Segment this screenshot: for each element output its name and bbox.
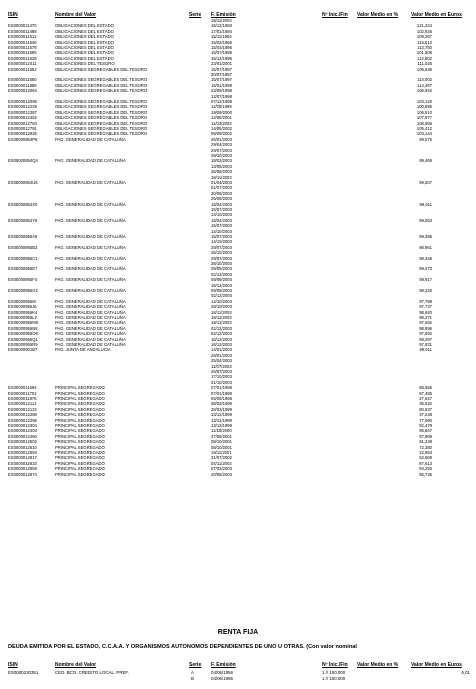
row-date: 15/07/1997 <box>211 66 232 72</box>
row-name: PRINCIPAL SEGREGADO <box>55 401 105 407</box>
row-date: 15/04/2003 <box>211 217 232 223</box>
row-date: 25/09/2003 <box>211 196 232 202</box>
row-isin: ES05000955B3 <box>8 244 38 250</box>
row-value: 35,532 <box>419 401 432 407</box>
row-isin: ES0000012288 <box>8 412 37 418</box>
row-value: 99,611 <box>419 201 432 207</box>
row-date: 07/12/1998 <box>211 99 232 104</box>
row-name: PAG. GENERALIDAD DE CATALUÑA <box>55 325 126 331</box>
row-date: 13/05/2003 <box>211 163 232 169</box>
row-name: PRINCIPAL SEGREGADO <box>55 433 105 439</box>
row-date: 15/07/2003 <box>211 207 232 212</box>
row-isin: ES05000954P6 <box>8 136 38 142</box>
row-date: 09/09/2002 <box>211 131 232 137</box>
row-value: 95,847 <box>419 428 432 434</box>
row-name: OBLIGACIONES DEL ESTADO <box>55 50 114 56</box>
table-row <box>0 472 476 477</box>
row-nominal: 1 // 100.000 <box>322 676 346 681</box>
row-date: 30/09/2003 <box>211 190 232 196</box>
table-header-2 <box>0 662 476 670</box>
row-name: PAG. GENERALIDAD DE CATALUÑA <box>55 298 126 304</box>
row-name: PAG. GENERALIDAD DE CATALUÑA <box>55 288 126 293</box>
row-name: PAG. GENERALIDAD DE CATALUÑA <box>55 255 126 261</box>
row-value: 101,508 <box>416 50 432 56</box>
row-date: 17/01/1994 <box>211 28 232 34</box>
row-value: 97,737 <box>419 304 432 310</box>
row-name: PRINCIPAL SEGREGADO <box>55 460 105 466</box>
row-isin: ES05000955K4 <box>8 309 38 315</box>
row-name: PAG. JUNTA DE ANDALUCIA <box>55 347 111 353</box>
row-date: 13/12/1999 <box>211 412 232 418</box>
row-date: 04/06/1956 <box>211 670 233 675</box>
row-name: PAG. GENERALIDAD DE CATALUÑA <box>55 336 126 342</box>
row-date: 08/03/1999 <box>211 401 232 407</box>
row-name: PAG. GENERALIDAD DE CATALUÑA <box>55 309 126 315</box>
row-isin: ES05000955L2 <box>8 315 37 320</box>
row-date: 27/06/2001 <box>211 433 232 439</box>
row-name: OBLIGACIONES DEL ESTADO <box>55 39 114 45</box>
row-date: 01/04/2003 <box>211 180 232 185</box>
row-date: 14/10/2003 <box>211 298 232 304</box>
row-serie: A <box>191 670 194 675</box>
row-value: 37,238 <box>419 412 432 418</box>
row-isin: ES0000012874 <box>8 471 37 477</box>
row-date: 14/10/2003 <box>211 239 232 245</box>
row-date: 15/07/1997 <box>211 77 232 83</box>
row-name: PAG. GENERALIDAD DE CATALUÑA <box>55 136 126 142</box>
row-value: 94,293 <box>419 466 432 472</box>
row-isin: ES05000954Q4 <box>8 158 38 164</box>
row-isin: ES05000954Y8 <box>8 217 38 223</box>
row-date: 15/07/2003 <box>211 223 232 229</box>
row-value: 106,510 <box>416 109 432 115</box>
row-name: PAG. GENERALIDAD DE CATALUÑA <box>55 217 126 223</box>
row-value: 102,926 <box>416 28 432 34</box>
row-isin: ES0000012403 <box>8 428 37 434</box>
row-name: PAG. GENERALIDAD DE CATALUÑA <box>55 180 126 185</box>
row-isin: ES05000955G2 <box>8 288 38 293</box>
row-name: PAG. GENERALIDAD DE CATALUÑA <box>55 304 126 310</box>
row-isin: ES05000955J6 <box>8 304 37 310</box>
header2-valor-eur: Valor Medio en Euros <box>411 662 462 668</box>
row-isin: ES0000012833 <box>8 460 37 466</box>
row-name: PAG. GENERALIDAD DE CATALUÑA <box>55 277 126 283</box>
row-name: PRINCIPAL SEGREGADO <box>55 412 105 418</box>
row-date: 14/01/2003 <box>211 347 232 353</box>
row-date: 11/03/2002 <box>211 120 232 126</box>
row-value: 99,575 <box>419 136 432 142</box>
row-value: 52,668 <box>419 455 432 461</box>
row-name: OBLIGACIONES SEGREGABLES DEL TESORO <box>55 120 148 126</box>
row-date: 18/11/2003 <box>211 320 232 326</box>
row-name: OBLIGACIONES DEL ESTADO <box>55 23 114 29</box>
row-date: 16/12/1996 <box>211 55 232 61</box>
row-name: PRINCIPAL SEGREGADO <box>55 428 105 434</box>
row-name: OBLIGACIONES SEGREGABLES DEL TESORO <box>55 109 148 115</box>
row-date: 28/01/2003 <box>211 352 232 358</box>
header-fecha: F. Emisión <box>211 12 236 18</box>
row-value: 103,120 <box>416 99 432 104</box>
row-isin: ES0000012411 <box>8 61 37 67</box>
row-name: OBLIGACIONES SEGREGABLES DEL TESORO <box>55 99 148 104</box>
row-isin: ES0000012064 <box>8 88 37 94</box>
row-date: 16/12/2003 <box>211 282 232 288</box>
row-isin: ES05000955O6 <box>8 331 38 337</box>
row-date: 18/11/2003 <box>211 18 232 23</box>
row-name: PRINCIPAL SEGREGADO <box>55 450 105 455</box>
header-nominal: Nº Inic./Fin <box>322 12 348 18</box>
row-name: OBLIGACIONES SEGREGABLES DEL TESORO <box>55 88 148 94</box>
row-date: 23/01/2001 <box>211 61 232 67</box>
row-isin: ES0000012122 <box>8 406 37 412</box>
row-name: OBLIGACIONES SEGREGABLES DEL TESORO <box>55 131 148 137</box>
row-isin: ES0000011595 <box>8 50 37 56</box>
row-value: 98,961 <box>419 244 432 250</box>
row-value: 97,969 <box>419 433 432 439</box>
row-value: 103,144 <box>416 131 432 137</box>
row-value: 97,631 <box>419 342 432 347</box>
row-date: 15/04/2003 <box>211 201 232 207</box>
row-name: OBLIGACIONES SEGREGABLES DEL TESORO <box>55 126 148 131</box>
header-valor-eur: Valor Medio en Euros <box>411 12 462 18</box>
row-isin: ES05000955C1 <box>8 255 38 261</box>
row-date: 12/06/2001 <box>211 115 232 121</box>
row-name: OBLIGACIONES DEL ESTADO <box>55 55 114 61</box>
row-value: 97,592 <box>419 320 432 326</box>
row-date: 23/09/1998 <box>211 88 232 94</box>
row-name: PAG. GENERALIDAD DE CATALUÑA <box>55 331 126 337</box>
row-value: 98,896 <box>419 325 432 331</box>
row-isin: ES0000011512 <box>8 34 37 40</box>
header-serie: Serie <box>189 12 202 18</box>
row-date: 16/12/2003 <box>211 342 232 347</box>
row-value: 77,990 <box>419 417 432 423</box>
row-name: OBLIGACIONES DEL ESTADO <box>55 34 114 40</box>
row-value: 121,224 <box>416 23 432 29</box>
row-value: 109,636 <box>416 66 432 72</box>
row-date: 15/01/1998 <box>211 82 232 88</box>
header2-isin: ISIN <box>8 662 18 668</box>
row-date: 29/07/2003 <box>211 244 232 250</box>
row-value: 87,513 <box>419 460 432 466</box>
row-name: OBLIGACIONES SEGREGABLES DEL TESORO <box>55 82 148 88</box>
row-date: 16/12/2003 <box>211 336 232 342</box>
row-name: PRINCIPAL SEGREGADO <box>55 423 105 428</box>
row-date: 13/12/1999 <box>211 417 232 423</box>
row-isin: ES0000012387 <box>8 109 37 115</box>
row-value: 27,647 <box>419 396 432 401</box>
row-name: OBLIGACIONES SEGREGABLES DEL TESORO <box>55 115 148 121</box>
row-value: 114,467 <box>417 82 432 88</box>
row-name: OBLIGACIONES SEGREGABLES DEL TESORO <box>55 66 148 72</box>
row-date: 15/12/1993 <box>211 23 232 29</box>
row-date: 25/04/2003 <box>211 358 232 364</box>
row-value: 107,977 <box>416 115 432 121</box>
row-isin: ES05000954U6 <box>8 180 38 185</box>
row-date: 19/11/2001 <box>211 450 232 455</box>
row-isin: ES05000954X0 <box>8 201 38 207</box>
row-isin: ES0000012239 <box>8 104 37 110</box>
row-name: PAG. GENERALIDAD DE CATALUÑA <box>55 320 126 326</box>
row-date: 08/10/2001 <box>211 439 232 445</box>
row-date: 05/05/1998 <box>211 396 232 401</box>
row-name: PRINCIPAL SEGREGADO <box>55 390 105 396</box>
row-value: 100,895 <box>416 104 432 110</box>
row-serie: B <box>191 676 194 681</box>
row-name: PAG. GENERALIDAD DE CATALUÑA <box>55 315 126 320</box>
row-isin: ES05000955N8 <box>8 325 38 331</box>
row-value: 82,479 <box>419 423 432 428</box>
row-isin: ES0000012593 <box>8 450 37 455</box>
row-isin: ES0000012114 <box>8 401 37 407</box>
row-date: 11/05/1999 <box>211 104 232 110</box>
row-name: OBLIGACIONES SEGREGABLES DEL TESORO <box>55 104 148 110</box>
row-value: 97,799 <box>419 298 432 304</box>
row-value: 98,220 <box>419 288 432 293</box>
row-date: 26/08/2003 <box>211 169 232 175</box>
header2-name: Nombre del Valor <box>55 662 97 668</box>
row-date: 26/01/2003 <box>211 136 232 142</box>
row-name: PRINCIPAL SEGREGADO <box>55 406 105 412</box>
row-value: 98,348 <box>419 255 432 261</box>
row-value: 108,856 <box>416 120 432 126</box>
row-date: 09/09/2003 <box>211 277 232 283</box>
row-isin: ES0000012452 <box>8 115 37 121</box>
row-value: 99,473 <box>419 266 432 272</box>
table-row <box>0 676 476 682</box>
row-isin: ES0000011652 <box>8 66 37 72</box>
row-date: 14/05/2002 <box>211 126 232 131</box>
row-date: 02/12/2003 <box>211 271 232 277</box>
row-date: 09/09/2003 <box>211 288 232 293</box>
row-value: 109,267 <box>416 34 432 40</box>
row-value: 72,380 <box>419 444 432 450</box>
row-value: 111,025 <box>417 61 432 67</box>
row-date: 07/03/2003 <box>211 466 232 472</box>
row-value: 97,592 <box>419 331 432 337</box>
row-isin: ES0000230351 <box>8 670 39 675</box>
header-isin: ISIN <box>8 12 18 18</box>
row-isin: ES05000901B7 <box>8 347 38 353</box>
row-date: 11/10/2000 <box>211 428 232 434</box>
row-name: OBLIGACIONES DEL ESTADO <box>55 45 114 50</box>
row-isin: ES0000012825 <box>8 131 37 137</box>
row-isin: ES0000011660 <box>8 77 37 83</box>
row-date: 15/03/1996 <box>211 45 232 50</box>
row-value: 65,735 <box>419 471 432 477</box>
row-date: 18/11/2003 <box>211 315 232 320</box>
row-name: PRINCIPAL SEGREGADO <box>55 455 105 461</box>
row-value: 99,917 <box>419 277 432 283</box>
row-name: PAG. GENERALIDAD DE CATALUÑA <box>55 158 126 164</box>
row-isin: ES0000012296 <box>8 417 37 423</box>
row-value: 98,940 <box>419 309 432 315</box>
row-isin: ES05000955I8 <box>8 298 36 304</box>
row-isin: ES05000955R9 <box>8 342 38 347</box>
row-value: 99,396 <box>419 234 432 239</box>
row-value: 113,750 <box>417 45 432 50</box>
section-title: RENTA FIJA <box>217 629 259 636</box>
row-date: 04/06/1956 <box>211 676 233 681</box>
row-value: 99,611 <box>419 347 432 353</box>
row-name: PRINCIPAL SEGREGADO <box>55 439 105 445</box>
header-name: Nombre del Valor <box>55 12 97 18</box>
row-isin: ES0000012791 <box>8 126 37 131</box>
row-date: 14/10/2003 <box>211 212 232 218</box>
row-isin: ES0000011876 <box>8 396 37 401</box>
row-date: 12/07/1998 <box>211 93 232 99</box>
row-date: 18/11/2003 <box>211 309 232 315</box>
row-date: 01/07/2003 <box>211 185 232 191</box>
row-isin: ES0000011546 <box>8 39 37 45</box>
row-isin: ES0000011702 <box>8 390 37 396</box>
row-date: 15/11/1994 <box>211 34 232 40</box>
row-name: PRINCIPAL SEGREGADO <box>55 466 105 472</box>
row-date: 17/10/2003 <box>211 374 232 380</box>
row-value: 99,469 <box>419 158 432 164</box>
row-date: 15/03/1995 <box>211 39 232 45</box>
header2-fecha: F. Emisión <box>211 662 236 668</box>
row-date: 07/01/1998 <box>211 385 232 391</box>
row-date: 29/07/2003 <box>211 147 232 153</box>
row-date: 31/07/2002 <box>211 455 232 461</box>
row-date: 07/01/1998 <box>211 390 232 396</box>
header-valor-pct: Valor Medio en % <box>357 12 399 18</box>
row-date: 28/10/2003 <box>211 153 232 158</box>
row-isin: ES05000955Q1 <box>8 336 38 342</box>
row-isin: ES0000011488 <box>8 28 37 34</box>
row-date: 28/10/2003 <box>211 304 232 310</box>
row-date: 15/07/2003 <box>211 234 232 239</box>
row-date: 30/07/1997 <box>211 72 232 77</box>
section-subtitle: DEUDA EMITIDA POR EL ESTADO, C.C.A.A. Y ORGANISMOS AUTÓNOMOS DEPENDIENTES DE UNO U OTRAS. (Con valor nominal <box>8 644 357 650</box>
row-value: 114,002 <box>417 77 432 83</box>
row-date: 29/04/2003 <box>211 142 232 148</box>
row-value: 99,307 <box>419 180 432 185</box>
row-isin: ES05000955A5 <box>8 234 38 239</box>
row-value: 106,942 <box>416 88 432 94</box>
row-isin: ES0000012510 <box>8 444 37 450</box>
row-date: 15/07/1996 <box>211 50 232 56</box>
row-date: 02/12/2003 <box>211 325 232 331</box>
row-isin: ES05000955E7 <box>8 266 38 272</box>
row-isin: ES05000955M0 <box>8 320 39 326</box>
row-value: 22,953 <box>419 450 432 455</box>
row-date: 20/08/2003 <box>211 471 232 477</box>
row-name: PRINCIPAL SEGREGADO <box>55 396 105 401</box>
row-isin: ES0000012502 <box>8 439 37 445</box>
row-date: 28/03/1999 <box>211 406 232 412</box>
row-date: 02/12/2003 <box>211 293 232 299</box>
row-isin: ES0000012783 <box>8 120 37 126</box>
row-date: 28/10/2003 <box>211 250 232 256</box>
row-name: OBLIGACIONES DEL TESORO <box>55 61 115 67</box>
row-value: 105,412 <box>416 126 432 131</box>
row-isin: ES0000012098 <box>8 99 37 104</box>
row-nominal: 1 // 100.000 <box>322 670 346 675</box>
row-name: PAG. GENERALIDAD DE CATALUÑA <box>55 266 126 272</box>
row-name: CED. BCO. CREDITO LOCAL. PREF. <box>55 670 129 675</box>
row-value: 98,297 <box>419 336 432 342</box>
row-value: 91,238 <box>419 439 432 445</box>
row-date: 28/10/2003 <box>211 261 232 266</box>
row-value: 98,271 <box>419 315 432 320</box>
row-isin: ES0000011694 <box>8 385 37 391</box>
row-name: OBLIGACIONES SEGREGABLES DEL TESORO <box>55 77 148 83</box>
row-date: 19/09/2000 <box>211 109 232 115</box>
row-value-eur: 6,01 <box>461 670 470 675</box>
row-isin: ES0000011868 <box>8 82 37 88</box>
row-name: PRINCIPAL SEGREGADO <box>55 444 105 450</box>
row-isin: ES0000012817 <box>8 455 37 461</box>
row-isin: ES0000011579 <box>8 45 37 50</box>
row-name: PAG. GENERALIDAD DE CATALUÑA <box>55 201 126 207</box>
row-name: PAG. GENERALIDAD DE CATALUÑA <box>55 234 126 239</box>
row-isin: ES0000011470 <box>8 23 37 29</box>
row-value: 87,485 <box>419 390 432 396</box>
header2-serie: Serie <box>189 662 202 668</box>
row-value: 115,512 <box>417 39 432 45</box>
row-value: 80,537 <box>419 406 432 412</box>
row-value: 112,802 <box>417 55 432 61</box>
row-name: PAG. GENERALIDAD DE CATALUÑA <box>55 244 126 250</box>
header2-valor-pct: Valor Medio en % <box>357 662 399 668</box>
row-date: 29/07/2003 <box>211 255 232 261</box>
row-date: 09/09/2003 <box>211 266 232 272</box>
row-date: 02/12/2003 <box>211 331 232 337</box>
row-date: 04/11/2002 <box>211 460 232 466</box>
row-name: PRINCIPAL SEGREGADO <box>55 417 105 423</box>
row-isin: ES0000012858 <box>8 466 37 472</box>
header2-nominal: Nº Inic./Fin <box>322 662 348 668</box>
row-date: 13/12/1999 <box>211 423 232 428</box>
row-date: 31/10/2003 <box>211 379 232 385</box>
row-name: PRINCIPAL SEGREGADO <box>55 471 105 477</box>
row-date: 08/10/2001 <box>211 444 232 450</box>
row-value: 99,053 <box>419 217 432 223</box>
row-name: OBLIGACIONES DEL ESTADO <box>55 28 114 34</box>
row-date: 14/10/2003 <box>211 228 232 234</box>
row-isin: ES0000012460 <box>8 433 37 439</box>
row-isin: ES05000955F4 <box>8 277 38 283</box>
row-value: 86,655 <box>419 385 432 391</box>
row-name: PAG. GENERALIDAD DE CATALUÑA <box>55 342 126 347</box>
row-date: 18/02/2003 <box>211 158 232 164</box>
row-date: 18/11/2003 <box>211 174 232 180</box>
row-date: 25/07/2003 <box>211 369 232 374</box>
row-date: 11/07/2003 <box>211 363 232 369</box>
row-name: PRINCIPAL SEGREGADO <box>55 385 105 391</box>
row-isin: ES0000011629 <box>8 55 37 61</box>
row-isin: ES0000012304 <box>8 423 37 428</box>
